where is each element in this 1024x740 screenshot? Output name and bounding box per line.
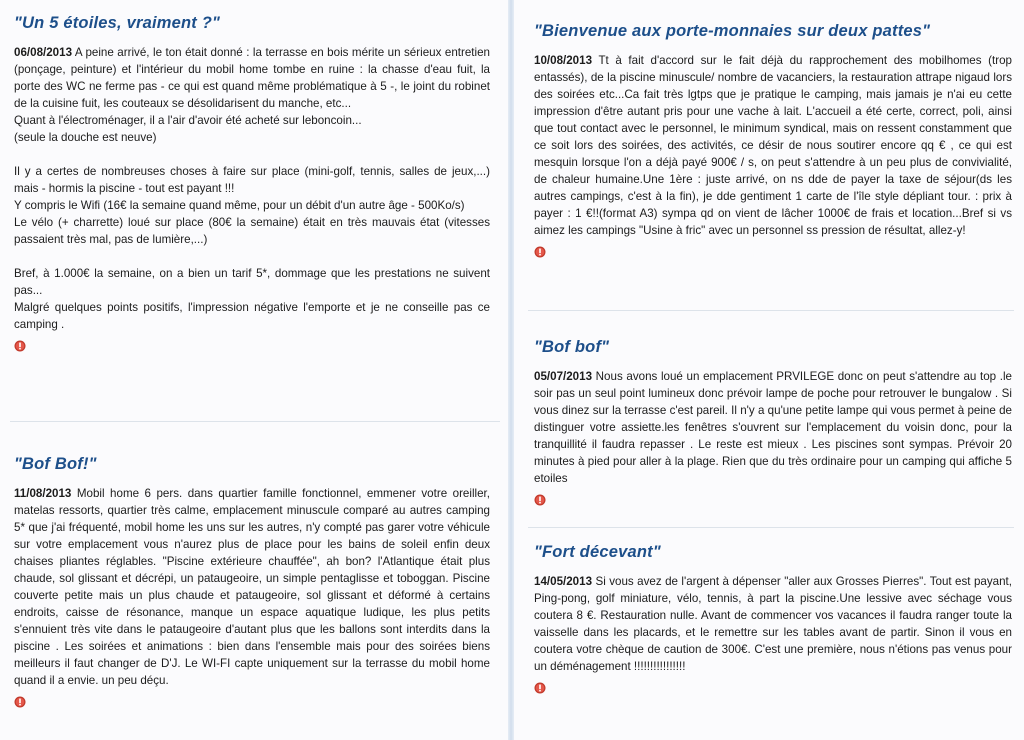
paragraph-text: Le vélo (+ charrette) loué sur place (80€ la semaine) était en très mauvais état (vitesses passaient très mal, pas de lumière,...): [14, 216, 490, 246]
report-alert-icon[interactable]: [534, 681, 546, 693]
review-paragraph: [14, 265, 490, 299]
review-paragraph: [534, 573, 1012, 675]
paragraph-text: Quant à l'électroménager, il a l'air d'avoir été acheté sur leboncoin...: [14, 114, 362, 127]
review-paragraph: [14, 44, 490, 112]
paragraph-text: Tt à fait d'accord sur le fait déjà du rapprochement des mobilhomes (trop entassés), de la piscine minuscule/ nombre de vacanciers, la restauration attrape nigaud lors des soirées etc...Ca fait très lgtps que je pratique le camping, mais jamais je n'ai eu cette impression d'être autant pris pour une vache à lait. L'accueil a été certe, correct, poli, ainsi que tout contact avec le personnel, le minimum syndical, mais on ressent constamment que ce soit lors des soirées, des activités, ce désir de nous soutirer encore qq € , ce qui est mesquin lorsque l'on a déjà payé 900€ / s, on peut s'attendre à un peu plus de convivialité, de chaleur humaine.Une 1ère : juste arrivé, on ns dde de payer la taxe de séjour(ds les autres campings, c'est à la fin), je dde gentiment 1 carte de l'île style dépliant tour. : prix à payer : 1 €!!(format A3) sympa qd on vient de lâcher 1000€ de frais et location...Bref si vs aimez les campings "Usine à fric" avec un personnel ss pression de résultat, allez-y!: [534, 54, 1012, 237]
review-paragraph: [14, 214, 490, 248]
review-text: [534, 573, 1012, 675]
report-alert-icon[interactable]: [14, 695, 26, 707]
review-text: [14, 485, 490, 689]
review-paragraph: [534, 52, 1012, 239]
paragraph-text: Mobil home 6 pers. dans quartier famille fonctionnel, emmener votre oreiller, matelas ressorts, quartier très calme, emplacement minuscule comparé au autres camping 5* que j'ai fréquenté, mobil home les uns sur les autres, n'y compté pas garer votre véhicule sur votre emplacement vous n'aurez plus de place pour les bains de soleil enfin deux chaises pliantes réglables. "Piscine extérieure chauffée", ah bon? l'Atlantique était plus chaude, sol glissant et décrépi, un pataugeoire, un simple pentaglisse et toboggan. Piscine couverte petite mais un plus chaude et pataugeoire, sol glissant et déformé à certains endroits, caisse de résonance, manque un espace aquatique ludique, les plus petits s'ennuient très vite dans le pataugeoire d'autant plus que les ballons sont interdits dans la piscine . Les soirées et animations : bien dans l'ensemble mais pour des soirées biens meilleurs il faut changer de D'J. Le WI-FI capte uniquement sur la terrasse du mobil home quand il a envie. un peu déçu.: [14, 487, 490, 687]
paragraph-text: (seule la douche est neuve): [14, 131, 157, 144]
review-card: [534, 22, 1012, 263]
review-text: [14, 44, 490, 333]
report-alert-icon[interactable]: [534, 245, 546, 257]
review-card: [14, 14, 490, 357]
review-paragraph: [14, 485, 490, 689]
review-paragraph: [14, 163, 490, 197]
paragraph-text: A peine arrivé, le ton était donné : la terrasse en bois mérite un sérieux entretien (ponçage, peinture) et l'intérieur du mobil home tombe en ruine : la chasse d'eau fuit, la porte des WC ne ferme pas - ce qui est quand même problématique à 5 -, le joint du robinet de la cuisine fuit, les couteaux se désolidarisent du manche, etc...: [14, 46, 490, 110]
review-title: "Bof Bof!": [14, 455, 97, 473]
paragraph-gap: [14, 248, 490, 265]
paragraph-text: Bref, à 1.000€ la semaine, on a bien un tarif 5*, dommage que les prestations ne suivent pas...: [14, 267, 490, 297]
review-title: "Un 5 étoiles, vraiment ?": [14, 14, 221, 32]
review-card: [14, 455, 490, 713]
review-date: 14/05/2013: [534, 575, 593, 588]
review-title: "Bienvenue aux porte-monnaies sur deux pattes": [534, 22, 931, 40]
paragraph-text: Si vous avez de l'argent à dépenser "aller aux Grosses Pierres". Tout est payant, Ping-pong, golf miniature, vélo, tennis, à part la piscine.Une lessive avec séchage vous coutera 8 €. Restauration nulle. Avant de commencer vos vacances il faudra ranger toute la vaisselle dans les placards, et le remettre sur les tables avant de partir. Sinon il vous en coutera votre chèque de caution de 300€. C'est une première, nous n'étions pas venus pour un déménagement !!!!!!!!!!!!!!!!: [534, 575, 1012, 673]
review-date: 06/08/2013: [14, 46, 73, 59]
review-paragraph: [534, 368, 1012, 487]
review-paragraph: [14, 299, 490, 333]
paragraph-text: Y compris le Wifi (16€ la semaine quand même, pour un débit d'un autre âge - 500Ko/s): [14, 199, 465, 212]
review-text: [534, 52, 1012, 239]
review-title: "Bof bof": [534, 338, 610, 356]
paragraph-text: Malgré quelques points positifs, l'impression négative l'emporte et je ne conseille pas ce camping .: [14, 301, 490, 331]
review-separator: [528, 527, 1014, 528]
paragraph-text: Il y a certes de nombreuses choses à faire sur place (mini-golf, tennis, salles de jeux,...) mais - hormis la piscine - tout est payant !!!: [14, 165, 490, 195]
review-paragraph: [14, 112, 490, 129]
review-title: "Fort décevant": [534, 543, 661, 561]
review-separator: [528, 310, 1014, 311]
review-paragraph: [14, 197, 490, 214]
review-separator: [10, 421, 500, 422]
review-text: [534, 368, 1012, 487]
paragraph-text: Nous avons loué un emplacement PRVILEGE donc on peut s'attendre au top .le soir pas un seul point lumineux donc prévoir lampe de poche pour retrouver le bungalow . Si vous dinez sur la terrasse c'est pareil. Il n'y a qu'une petite lampe qui vous permet à peine de distinguer votre assiette.les fenêtres s'ouvrent sur l'emplacement du voisin donc, pour la tranquillité il faudra repasser . Le reste est mieux . Les piscines sont sympas. Prévoir 20 minutes à pied pour aller à la plage. Rien que du très ordinaire pour un camping qui affiche 5 etoiles: [534, 370, 1012, 485]
report-alert-icon[interactable]: [14, 339, 26, 351]
review-card: [534, 338, 1012, 511]
review-card: [534, 543, 1012, 699]
report-alert-icon[interactable]: [534, 493, 546, 505]
review-date: 05/07/2013: [534, 370, 593, 383]
paragraph-gap: [14, 146, 490, 163]
review-paragraph: [14, 129, 490, 146]
review-date: 10/08/2013: [534, 54, 593, 67]
review-date: 11/08/2013: [14, 487, 72, 500]
